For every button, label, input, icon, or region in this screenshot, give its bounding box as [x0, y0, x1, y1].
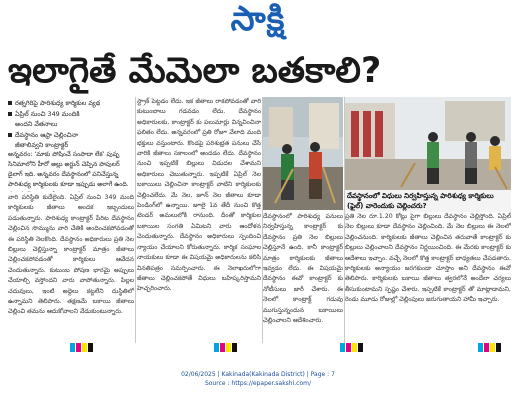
article-column-2: స్ట్రాక్ పెట్టడం లేదు. ఇక జీతాలు రాకపోవడంతో వారి కుటుంబాలు గడవడం లేదు. దేవస్థానం అధికారులకు, కాంట్రాక్టర్ కు పలుమార్లు విన్నవించినా ఫలితం లేదు. అన్నవరంలో ప్రతి రోజూ వేలాది మంది భక్తులు వస్తుంటారు. కొండపై పరిశుభ్రత పనులు చేసే వారికి జీతాలు సకాలంలో అందడం లేదు. దేవస్థానం నుంచి ఇప్పటికే బిల్లులు విడుదల చేశామని అధికారులు చెబుతున్నారు. ఇప్పటికే ఏప్రిల్ నెల బకాయిలు చెల్లించినా కాంట్రాక్టర్ వాటిని కార్మికులకు చెల్లించలేదు. మే నెల, జూన్ నెల జీతాలు కూడా పెండింగ్‌లో ఉన్నాయి. జూలై 1వ తేదీ నుంచి కొత్త టెండర్ అమలులోకి రానుంది. దీంతో కార్మికుల బకాయిల సంగతి ఏమిటని వారు ఆందోళన చెందుతున్నారు. దేవస్థానం అధికారులు స్పందించి న్యాయం చేయాలని కోరుతున్నారు. కార్మిక సంఘాల నాయకులు కూడా ఈ విషయమై అధికారులను కలిసి వినతిపత్రం సమర్పించారు. ఈ నెలాఖరులోగా జీతాలు చెల్లించకపోతే విధులు బహిష్కరిస్తామని హెచ్చరించారు. [137, 98, 261, 293]
highlight-bullets [8, 98, 130, 151]
column-divider [135, 97, 136, 343]
article-column-4: ప్రతి నెల రూ.1.20 కోట్లు పైగా బిల్లులు దేవస్థానం చెల్లిస్తోంది. ఏప్రిల్ నెల బిల్లులు కూడా దేవస్థానం చెల్లించింది. మే నెల బిల్లులు ఈ నెలలో చెల్లించనుంది. కార్మికులకు జీతాలు చెల్లించిన తరువాతే కాంట్రాక్టర్ కు బిల్లులు చెల్లించాలని దేవస్థానం నిర్ణయించింది. ఈ మేరకు కాంట్రాక్టర్ కు ఆదేశాలు ఇచ్చాం. వచ్చే నెలలో కొత్త కాంట్రాక్టర్ బాధ్యతలు చేపడతారు. కార్మికులకు అన్యాయం జరగకుండా చూస్తాం అని దేవస్థానం ఈవో తెలిపారు. కార్మికులకు బకాయి జీతాలు త్వరలోనే అందేలా చర్యలు తీసుకుంటామని స్పష్టం చేశారు. ఇప్పటికే కాంట్రాక్టర్ తో మాట్లాడామని, రెండు మూడు రోజుల్లో చెల్లింపులు జరుగుతాయని హామీ ఇచ్చారు. [345, 213, 511, 304]
color-registration-mark [214, 343, 238, 352]
newspaper-logo: సాక్షి [230, 0, 286, 39]
bullet-item: అందని వేతనాలు [15, 120, 58, 128]
bullet-icon [8, 133, 12, 137]
article-headline: ఇలాగైతే మేమెలా బతకాలి? [8, 51, 382, 91]
bullet-item: దేవస్థానం ఆఫ్రా చెల్లించినా [8, 130, 130, 141]
article-column-3: దేవస్థానంలో పారిశుధ్య పనులు నిర్వహిస్తున్న కాంట్రాక్టర్ కు దేవస్థానం ప్రతి నెల బిల్లులు చెల్లిస్తూనే ఉంది. కానీ కాంట్రాక్టర్ మాత్రం కార్మికులకు జీతాలు ఇవ్వడం లేదు. ఈ విషయమై దేవస్థానం ఈవో కాంట్రాక్టర్ కు నోటీసులు జారీ చేశారు. ఈ నెలలో కాంట్రాక్ట్ గడువు ముగుస్తున్నందున బకాయిలు చెల్లించాలని ఆదేశించారు. [263, 213, 343, 325]
footer-edition-line: 02/06/2025 | Kakinada(Kakinada District) | Page : 7 [181, 371, 335, 378]
bullet-item: రత్నగిరిపై పారిశుధ్య కార్మికుల వ్యథ [8, 98, 130, 109]
column-divider [262, 97, 263, 343]
article-photo-temple [345, 97, 511, 190]
photo-caption: దేవస్థానంలో విధులు నిర్వహిస్తున్న పారిశుధ్య కార్మికులు (ఫైల్) వారెందుకు చెల్లించరు? [345, 190, 511, 212]
color-registration-mark [70, 343, 94, 352]
bullet-item: ఏప్రిల్ నుంచి 349 మందికి [8, 109, 130, 120]
page-footer [0, 370, 516, 388]
bullet-icon [8, 112, 12, 116]
photo-illustration [263, 97, 343, 210]
bullet-item: జీతాలివ్వని కాంట్రాక్టర్ [15, 141, 69, 149]
article-column-1: వారి పరిస్థితి కుదేలైంది. ఏప్రిల్ నుంచి 349 మంది కార్మికులకు జీతాలు అందక ఇబ్బందులు పడుతున్నారు. పారిశుధ్య కాంట్రాక్టర్ పేరిట దేవస్థానం చెల్లించిన సొమ్మును వారి చేతికి అందించకపోవడంతో ఈ పరిస్థితి నెలకొంది. దేవస్థానం అధికారులు ప్రతి నెల బిల్లులు చెల్లిస్తున్నా కాంట్రాక్టర్ మాత్రం జీతాలు చెల్లించకపోవడంతో కార్మికులు ఆవేదన చెందుతున్నారు. కుటుంబ పోషణ భారమై అప్పులు చేయాల్సి వస్తోందని వారు వాపోతున్నారు. పిల్లల చదువులు, ఇంటి అద్దెలు కట్టలేని దుస్థితిలో ఉన్నామని తెలిపారు. తక్షణమే బకాయి జీతాలు చెల్లించి తమను ఆదుకోవాలని వేడుకుంటున్నారు. [8, 194, 134, 316]
photo-illustration [345, 97, 511, 190]
color-registration-mark [340, 343, 364, 352]
article-photo-workers [263, 97, 343, 210]
footer-source-link[interactable]: Source : https://epaper.sakshi.com/ [204, 380, 312, 387]
bullet-icon [8, 101, 12, 105]
column-divider [344, 97, 345, 343]
article-intro: అన్నవరం: ‘మాకు పోషించే సంపాదా లేక’ పుష్ప సినిమాలోని హీరో అల్లు అర్జున్ చెప్పిన పాపులర్ డైలాగ్ ఇది. అన్నవరం దేవస్థానంలో పనిచేస్తున్న పారిశుధ్య కార్మికులకు కూడా ఇప్పుడు అలాగే ఉంది. [8, 151, 129, 188]
masthead [0, 0, 516, 46]
color-registration-mark [478, 343, 502, 352]
